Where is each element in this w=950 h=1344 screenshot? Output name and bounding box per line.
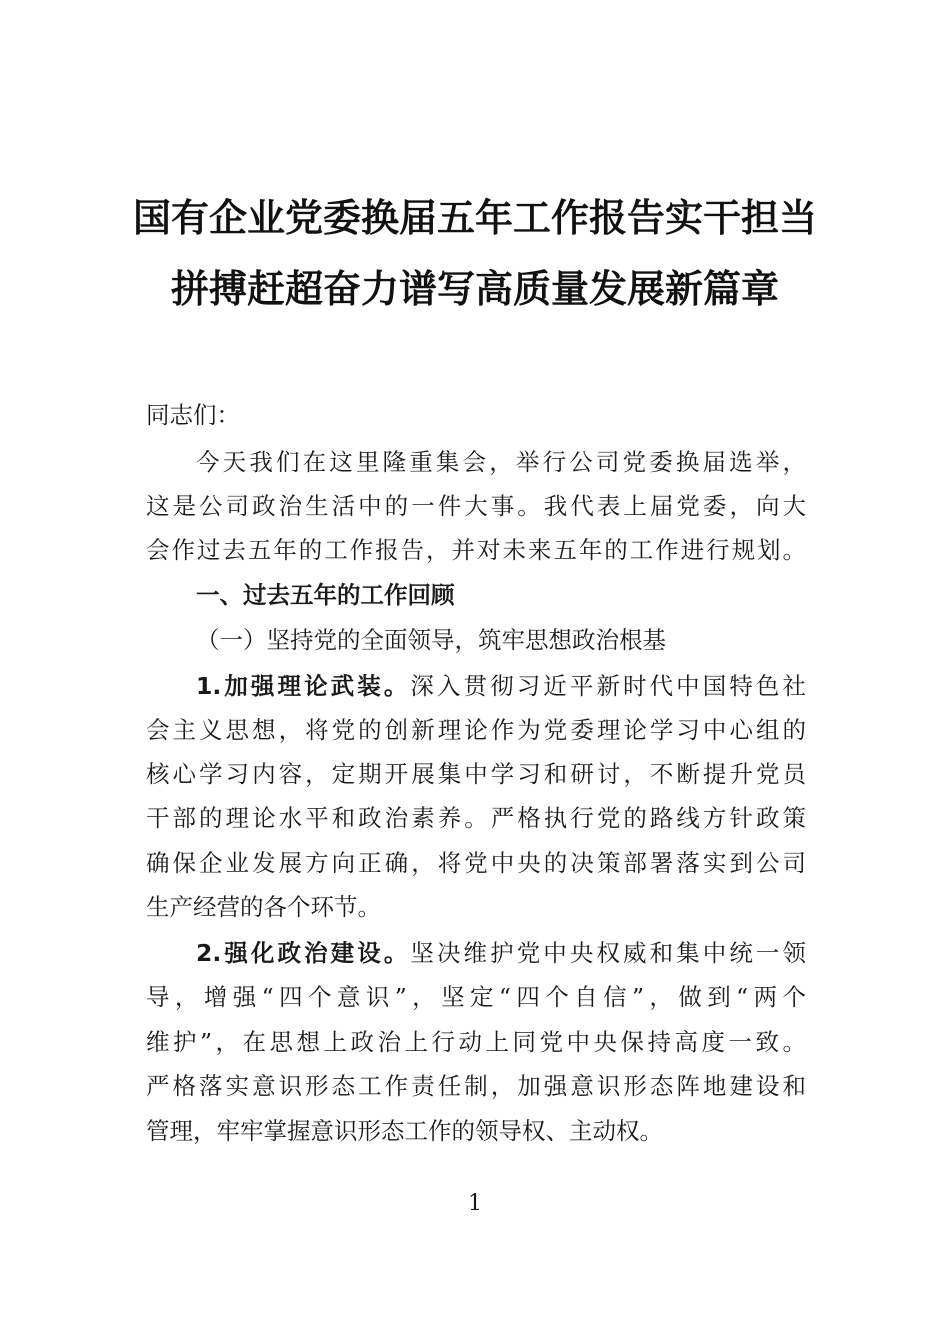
item2-first-text: 坚决维护党中央权威和集中统一领 <box>410 939 806 967</box>
item1-first-text: 深入贯彻习近平新时代中国特色社 <box>410 672 806 700</box>
item1-line-2: 会主义思想，将党的创新理论作为党委理论学习中心组的 <box>146 716 806 744</box>
intro-line-2: 这是公司政治生活中的一件大事。我代表上届党委，向大 <box>146 492 806 520</box>
item2-lead: 2.强化政治建设。 <box>196 939 411 967</box>
page-title-line-2: 拼搏赶超奋力谱写高质量发展新篇章 <box>170 266 779 311</box>
item2-line-1 <box>196 938 806 968</box>
item2-line-3: 维护”，在思想上政治上行动上同党中央保持高度一致。 <box>146 1028 806 1056</box>
page-number: 1 <box>468 1191 482 1216</box>
intro-line-3: 会作过去五年的工作报告，并对未来五年的工作进行规划。 <box>146 536 806 564</box>
item2-line-4: 严格落实意识形态工作责任制，加强意识形态阵地建设和 <box>146 1072 806 1100</box>
item2-line-5: 管理，牢牢掌握意识形态工作的领导权、主动权。 <box>146 1117 663 1145</box>
item1-line-3: 核心学习内容，定期开展集中学习和研讨，不断提升党员 <box>146 760 806 788</box>
page-title-line-1: 国有企业党委换届五年工作报告实干担当 <box>132 195 817 240</box>
item1-lead: 1.加强理论武装。 <box>196 672 411 700</box>
item1-line-6: 生产经营的各个环节。 <box>146 893 381 921</box>
item1-line-1 <box>196 671 806 701</box>
item1-line-4: 干部的理论水平和政治素养。严格执行党的路线方针政策 <box>146 804 806 832</box>
salutation: 同志们： <box>146 401 240 429</box>
intro-line-1: 今天我们在这里隆重集会，举行公司党委换届选举， <box>196 448 806 476</box>
subsection-heading: （一）坚持党的全面领导，筑牢思想政治根基 <box>196 626 666 654</box>
item1-line-5: 确保企业发展方向正确，将党中央的决策部署落实到公司 <box>146 849 806 877</box>
section-heading: 一、过去五年的工作回顾 <box>196 581 455 609</box>
item2-line-2: 导，增强“四个意识”，坚定“四个自信”，做到“两个 <box>146 983 806 1011</box>
